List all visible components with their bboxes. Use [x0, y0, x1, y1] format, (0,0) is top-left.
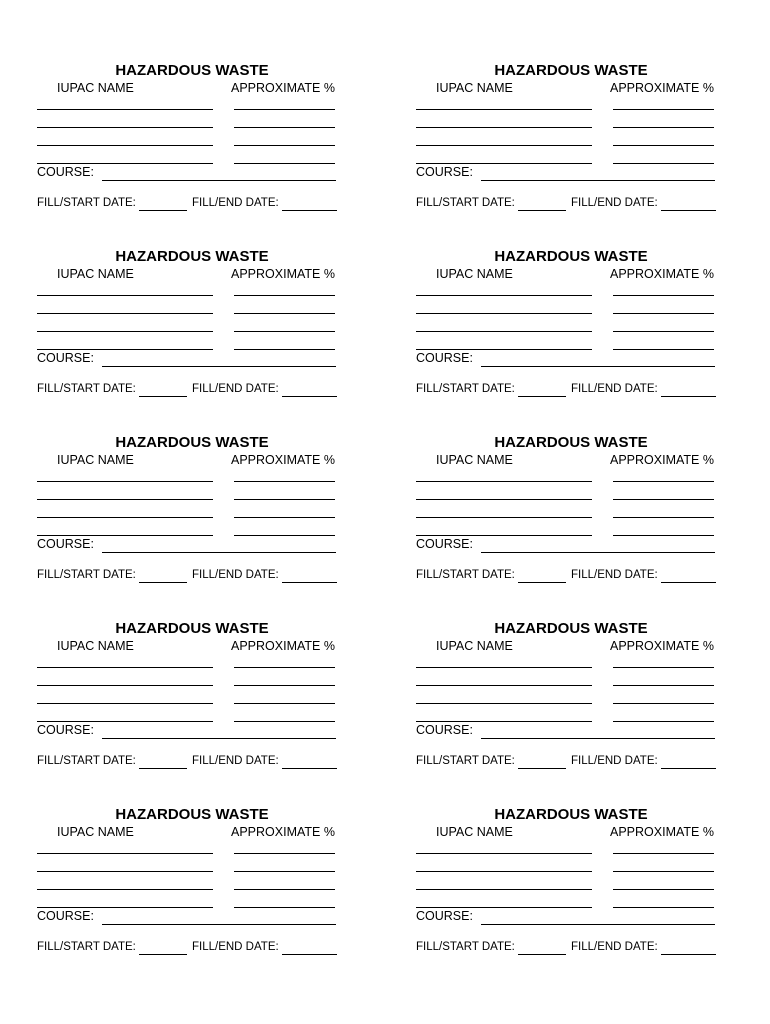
iupac-name-line[interactable] [416, 295, 592, 296]
course-line[interactable] [102, 924, 336, 925]
iupac-name-line[interactable] [37, 349, 213, 350]
iupac-name-header: IUPAC NAME [57, 267, 134, 281]
course-line[interactable] [481, 738, 715, 739]
approximate-percent-line[interactable] [613, 889, 714, 890]
approximate-percent-line[interactable] [613, 871, 714, 872]
approximate-percent-line[interactable] [613, 349, 714, 350]
approximate-percent-header: APPROXIMATE % [610, 639, 714, 653]
approximate-percent-header: APPROXIMATE % [231, 639, 335, 653]
fill-end-date-label: FILL/END DATE: [571, 569, 658, 581]
course-line[interactable] [481, 366, 715, 367]
approximate-percent-line[interactable] [613, 331, 714, 332]
iupac-name-line[interactable] [416, 109, 592, 110]
fill-start-date-label: FILL/START DATE: [37, 941, 136, 953]
course-label: COURSE: [416, 537, 473, 551]
approximate-percent-header: APPROXIMATE % [610, 267, 714, 281]
iupac-name-line[interactable] [416, 331, 592, 332]
approximate-percent-line[interactable] [234, 535, 335, 536]
fill-end-date-line[interactable] [661, 210, 716, 211]
fill-end-date-label: FILL/END DATE: [571, 941, 658, 953]
fill-end-date-line[interactable] [661, 396, 716, 397]
iupac-name-line[interactable] [37, 109, 213, 110]
approximate-percent-line[interactable] [613, 535, 714, 536]
label-title: HAZARDOUS WASTE [494, 62, 648, 79]
label-title: HAZARDOUS WASTE [115, 434, 269, 451]
iupac-name-header: IUPAC NAME [57, 639, 134, 653]
approximate-percent-line[interactable] [613, 481, 714, 482]
label-title: HAZARDOUS WASTE [115, 806, 269, 823]
fill-end-date-line[interactable] [282, 582, 337, 583]
waste-label-card [37, 62, 337, 222]
approximate-percent-line[interactable] [234, 871, 335, 872]
course-line[interactable] [102, 366, 336, 367]
iupac-name-line[interactable] [37, 145, 213, 146]
iupac-name-line[interactable] [37, 331, 213, 332]
fill-start-date-line[interactable] [139, 582, 187, 583]
approximate-percent-line[interactable] [234, 499, 335, 500]
course-label: COURSE: [416, 909, 473, 923]
label-title: HAZARDOUS WASTE [494, 248, 648, 265]
iupac-name-line[interactable] [416, 163, 592, 164]
fill-start-date-line[interactable] [139, 210, 187, 211]
fill-start-date-label: FILL/START DATE: [416, 755, 515, 767]
course-line[interactable] [102, 738, 336, 739]
fill-end-date-label: FILL/END DATE: [192, 197, 279, 209]
waste-label-card [416, 248, 716, 408]
approximate-percent-line[interactable] [234, 685, 335, 686]
iupac-name-line[interactable] [416, 853, 592, 854]
approximate-percent-line[interactable] [234, 481, 335, 482]
approximate-percent-line[interactable] [234, 889, 335, 890]
approximate-percent-line[interactable] [613, 853, 714, 854]
approximate-percent-line[interactable] [234, 127, 335, 128]
iupac-name-line[interactable] [416, 889, 592, 890]
iupac-name-line[interactable] [416, 871, 592, 872]
approximate-percent-header: APPROXIMATE % [610, 81, 714, 95]
approximate-percent-line[interactable] [613, 127, 714, 128]
approximate-percent-line[interactable] [234, 703, 335, 704]
approximate-percent-line[interactable] [613, 721, 714, 722]
fill-start-date-line[interactable] [518, 954, 566, 955]
approximate-percent-line[interactable] [613, 499, 714, 500]
course-line[interactable] [481, 924, 715, 925]
course-line[interactable] [481, 552, 715, 553]
fill-start-date-label: FILL/START DATE: [416, 569, 515, 581]
fill-end-date-line[interactable] [282, 210, 337, 211]
iupac-name-line[interactable] [416, 349, 592, 350]
iupac-name-header: IUPAC NAME [57, 825, 134, 839]
approximate-percent-line[interactable] [234, 667, 335, 668]
iupac-name-line[interactable] [416, 145, 592, 146]
iupac-name-line[interactable] [37, 853, 213, 854]
waste-label-card [416, 434, 716, 594]
fill-end-date-line[interactable] [282, 768, 337, 769]
label-title: HAZARDOUS WASTE [115, 248, 269, 265]
approximate-percent-line[interactable] [613, 517, 714, 518]
fill-end-date-label: FILL/END DATE: [571, 755, 658, 767]
waste-label-card [416, 806, 716, 966]
approximate-percent-line[interactable] [234, 907, 335, 908]
approximate-percent-header: APPROXIMATE % [610, 453, 714, 467]
approximate-percent-line[interactable] [234, 295, 335, 296]
approximate-percent-line[interactable] [234, 163, 335, 164]
iupac-name-header: IUPAC NAME [436, 639, 513, 653]
iupac-name-line[interactable] [416, 499, 592, 500]
approximate-percent-line[interactable] [234, 313, 335, 314]
fill-end-date-line[interactable] [661, 954, 716, 955]
approximate-percent-line[interactable] [613, 295, 714, 296]
fill-start-date-label: FILL/START DATE: [416, 941, 515, 953]
course-label: COURSE: [37, 909, 94, 923]
approximate-percent-line[interactable] [234, 109, 335, 110]
course-label: COURSE: [416, 165, 473, 179]
iupac-name-header: IUPAC NAME [57, 453, 134, 467]
waste-label-card [416, 620, 716, 780]
approximate-percent-line[interactable] [234, 721, 335, 722]
course-label: COURSE: [416, 351, 473, 365]
iupac-name-line[interactable] [37, 295, 213, 296]
course-label: COURSE: [37, 351, 94, 365]
course-label: COURSE: [37, 537, 94, 551]
iupac-name-line[interactable] [416, 703, 592, 704]
fill-end-date-line[interactable] [282, 396, 337, 397]
fill-end-date-label: FILL/END DATE: [192, 755, 279, 767]
label-title: HAZARDOUS WASTE [115, 62, 269, 79]
fill-start-date-line[interactable] [139, 396, 187, 397]
iupac-name-header: IUPAC NAME [436, 81, 513, 95]
fill-end-date-line[interactable] [282, 954, 337, 955]
iupac-name-line[interactable] [416, 517, 592, 518]
iupac-name-line[interactable] [37, 535, 213, 536]
iupac-name-line[interactable] [37, 127, 213, 128]
fill-end-date-label: FILL/END DATE: [571, 383, 658, 395]
label-title: HAZARDOUS WASTE [115, 620, 269, 637]
iupac-name-line[interactable] [37, 721, 213, 722]
iupac-name-line[interactable] [37, 703, 213, 704]
fill-start-date-label: FILL/START DATE: [37, 383, 136, 395]
fill-start-date-line[interactable] [139, 768, 187, 769]
iupac-name-line[interactable] [37, 481, 213, 482]
iupac-name-line[interactable] [416, 667, 592, 668]
approximate-percent-header: APPROXIMATE % [231, 453, 335, 467]
approximate-percent-line[interactable] [613, 907, 714, 908]
waste-label-card [37, 248, 337, 408]
waste-label-card [37, 620, 337, 780]
iupac-name-line[interactable] [37, 889, 213, 890]
approximate-percent-line[interactable] [613, 109, 714, 110]
iupac-name-line[interactable] [416, 685, 592, 686]
waste-label-card [416, 62, 716, 222]
fill-end-date-label: FILL/END DATE: [192, 569, 279, 581]
approximate-percent-line[interactable] [234, 517, 335, 518]
iupac-name-line[interactable] [416, 535, 592, 536]
approximate-percent-line[interactable] [613, 313, 714, 314]
iupac-name-line[interactable] [416, 481, 592, 482]
iupac-name-line[interactable] [37, 871, 213, 872]
iupac-name-header: IUPAC NAME [436, 825, 513, 839]
fill-end-date-label: FILL/END DATE: [571, 197, 658, 209]
approximate-percent-line[interactable] [234, 853, 335, 854]
iupac-name-line[interactable] [37, 313, 213, 314]
fill-start-date-label: FILL/START DATE: [416, 197, 515, 209]
iupac-name-line[interactable] [37, 163, 213, 164]
course-line[interactable] [102, 180, 336, 181]
fill-end-date-label: FILL/END DATE: [192, 941, 279, 953]
approximate-percent-line[interactable] [234, 331, 335, 332]
approximate-percent-line[interactable] [613, 667, 714, 668]
fill-start-date-label: FILL/START DATE: [37, 755, 136, 767]
approximate-percent-header: APPROXIMATE % [610, 825, 714, 839]
fill-start-date-line[interactable] [518, 396, 566, 397]
fill-start-date-line[interactable] [518, 582, 566, 583]
approximate-percent-header: APPROXIMATE % [231, 81, 335, 95]
course-line[interactable] [481, 180, 715, 181]
fill-end-date-label: FILL/END DATE: [192, 383, 279, 395]
fill-end-date-line[interactable] [661, 768, 716, 769]
iupac-name-line[interactable] [37, 517, 213, 518]
approximate-percent-line[interactable] [613, 163, 714, 164]
iupac-name-header: IUPAC NAME [57, 81, 134, 95]
label-title: HAZARDOUS WASTE [494, 434, 648, 451]
iupac-name-line[interactable] [37, 685, 213, 686]
iupac-name-line[interactable] [37, 667, 213, 668]
approximate-percent-header: APPROXIMATE % [231, 267, 335, 281]
iupac-name-line[interactable] [37, 499, 213, 500]
approximate-percent-line[interactable] [613, 685, 714, 686]
waste-label-card [37, 434, 337, 594]
fill-end-date-line[interactable] [661, 582, 716, 583]
iupac-name-line[interactable] [416, 907, 592, 908]
course-label: COURSE: [416, 723, 473, 737]
iupac-name-line[interactable] [416, 721, 592, 722]
iupac-name-line[interactable] [37, 907, 213, 908]
approximate-percent-line[interactable] [234, 349, 335, 350]
label-title: HAZARDOUS WASTE [494, 806, 648, 823]
waste-label-card [37, 806, 337, 966]
fill-start-date-line[interactable] [518, 768, 566, 769]
fill-start-date-label: FILL/START DATE: [416, 383, 515, 395]
approximate-percent-line[interactable] [613, 703, 714, 704]
approximate-percent-line[interactable] [234, 145, 335, 146]
fill-start-date-label: FILL/START DATE: [37, 197, 136, 209]
label-title: HAZARDOUS WASTE [494, 620, 648, 637]
iupac-name-header: IUPAC NAME [436, 267, 513, 281]
course-line[interactable] [102, 552, 336, 553]
fill-start-date-line[interactable] [139, 954, 187, 955]
iupac-name-line[interactable] [416, 313, 592, 314]
course-label: COURSE: [37, 165, 94, 179]
iupac-name-line[interactable] [416, 127, 592, 128]
approximate-percent-header: APPROXIMATE % [231, 825, 335, 839]
approximate-percent-line[interactable] [613, 145, 714, 146]
fill-start-date-label: FILL/START DATE: [37, 569, 136, 581]
iupac-name-header: IUPAC NAME [436, 453, 513, 467]
fill-start-date-line[interactable] [518, 210, 566, 211]
course-label: COURSE: [37, 723, 94, 737]
